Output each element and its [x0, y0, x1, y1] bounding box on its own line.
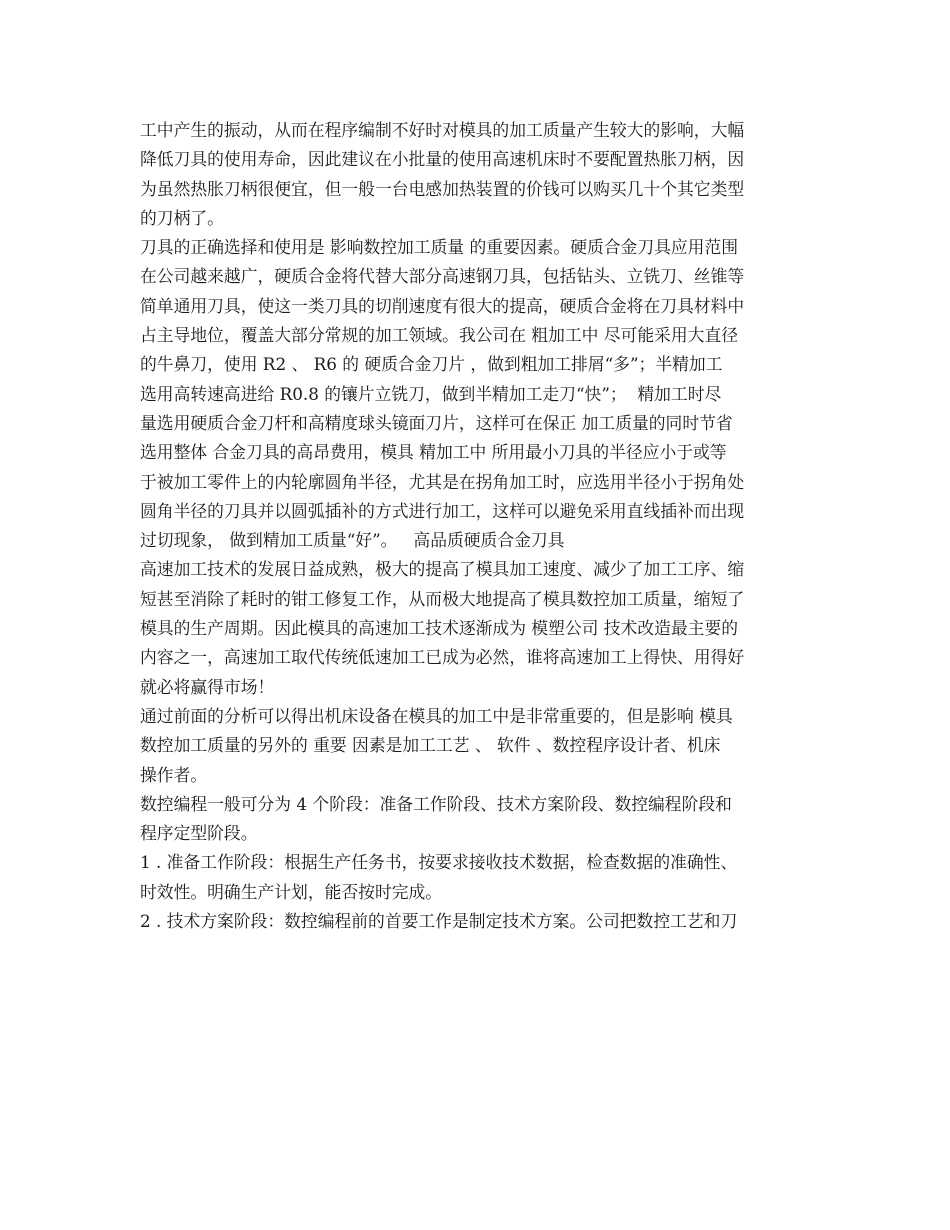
text-line: 高速加工技术的发展日益成熟，极大的提高了模具加工速度、减少了加工工序、缩 — [140, 559, 745, 580]
text-line: 过切现象， 做到精加工质量“好”。 高品质硬质合金刀具 — [140, 530, 565, 551]
text-line: 简单通用刀具，使这一类刀具的切削速度有很大的提高，硬质合金将在刀具材料中 — [140, 295, 745, 316]
text-line: 降低刀具的使用寿命，因此建议在小批量的使用高速机床时不要配置热胀刀柄，因 — [140, 149, 745, 170]
text-line: 模具的生产周期。因此模具的高速加工技术逐渐成为 模塑公司 技术改造最主要的 — [140, 618, 739, 639]
body-text — [140, 116, 812, 936]
text-line: 于被加工零件上的内轮廓圆角半径，尤其是在拐角加工时，应选用半径小于拐角处 — [140, 471, 745, 492]
text-line: 的刀柄了。 — [140, 207, 224, 228]
text-line: 就必将赢得市场！ — [140, 676, 275, 697]
text-line: 数控加工质量的另外的 重要 因素是加工工艺 、 软件 、数控程序设计者、机床 — [140, 735, 721, 756]
text-line: 圆角半径的刀具并以圆弧插补的方式进行加工，这样可以避免采用直线插补而出现 — [140, 500, 745, 521]
text-line: 短甚至消除了耗时的钳工修复工作，从而极大地提高了模具数控加工质量，缩短了 — [140, 588, 745, 609]
text-line: 1 . 准备工作阶段：根据生产任务书，按要求接收技术数据，检查数据的准确性、 — [140, 852, 738, 873]
text-line: 选用高转速高进给 R0.8 的镶片立铣刀，做到半精加工走刀“快”； 精加工时尽 — [140, 383, 722, 404]
text-line: 工中产生的振动，从而在程序编制不好时对模具的加工质量产生较大的影响，大幅 — [140, 120, 745, 140]
text-line: 2 . 技术方案阶段：数控编程前的首要工作是制定技术方案。公司把数控工艺和刀 — [140, 911, 738, 932]
text-line: 刀具的正确选择和使用是 影响数控加工质量 的重要因素。硬质合金刀具应用范围 — [140, 237, 739, 258]
text-line: 内容之一，高速加工取代传统低速加工已成为必然，谁将高速加工上得快、用得好 — [140, 647, 745, 668]
text-line: 选用整体 合金刀具的高昂费用，模具 精加工中 所用最小刀具的半径应小于或等 — [140, 442, 727, 463]
text-line: 通过前面的分析可以得出机床设备在模具的加工中是非常重要的，但是影响 模具 — [140, 705, 733, 726]
text-line: 程序定型阶段。 — [140, 823, 258, 844]
text-line: 在公司越来越广，硬质合金将代替大部分高速钢刀具，包括钻头、立铣刀、丝锥等 — [140, 266, 745, 287]
text-line: 数控编程一般可分为 4 个阶段：准备工作阶段、技术方案阶段、数控编程阶段和 — [140, 793, 732, 814]
text-line: 时效性。明确生产计划，能否按时完成。 — [140, 881, 443, 902]
text-line: 量选用硬质合金刀杆和高精度球头镜面刀片，这样可在保正 加工质量的同时节省 — [140, 412, 733, 433]
text-line: 占主导地位，覆盖大部分常规的加工领域。我公司在 粗加工中 尽可能采用大直径 — [140, 325, 739, 346]
text-line: 为虽然热胀刀柄很便宜，但一般一台电感加热装置的价钱可以购买几十个其它类型 — [140, 178, 745, 199]
text-line: 的牛鼻刀，使用 R2 、 R6 的 硬质合金刀片 ，做到粗加工排屑“多”；半精加工 — [140, 354, 723, 375]
text-line: 操作者。 — [140, 764, 208, 785]
